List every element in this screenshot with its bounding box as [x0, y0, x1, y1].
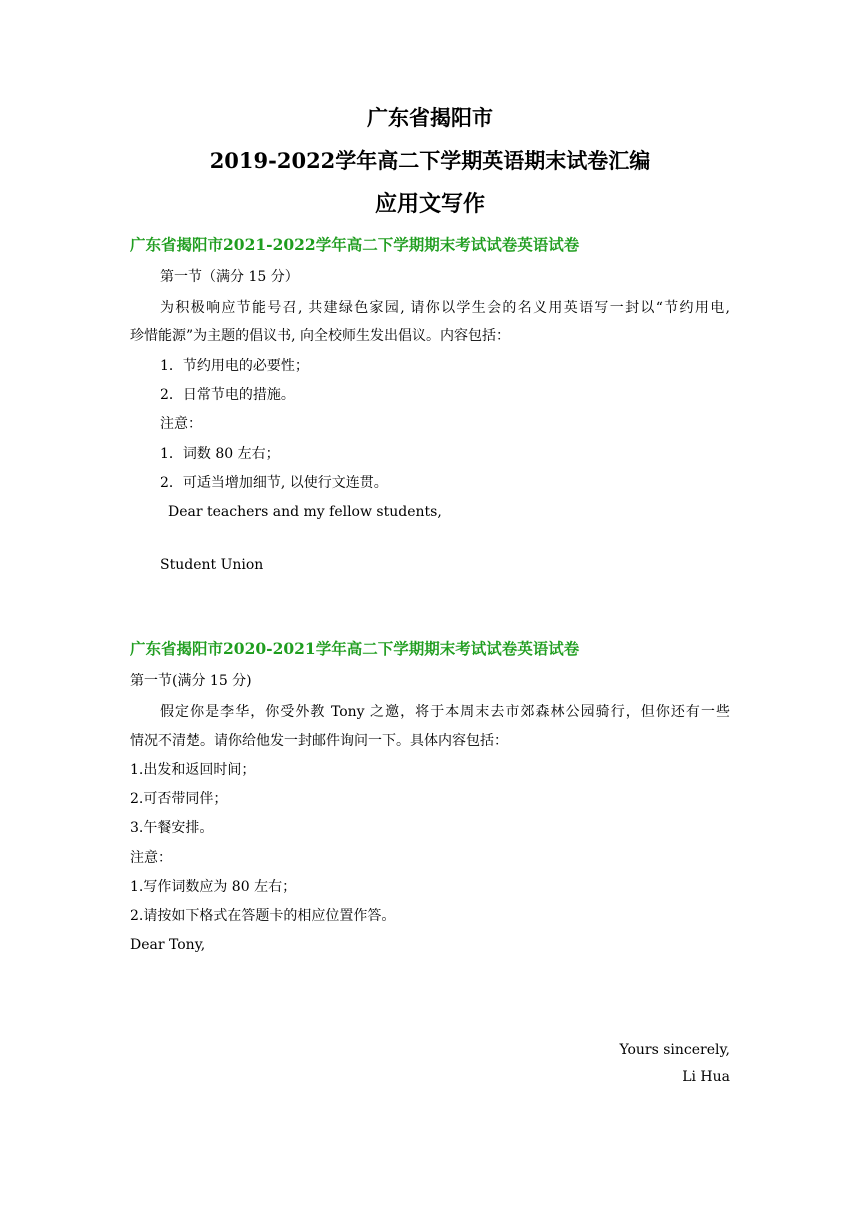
- notes-label: 注意：: [160, 416, 202, 432]
- prompt-text: 为积极响应节能号召, 共建绿色家园, 请你以学生会的名义用英语写一封以“节约用电,: [160, 300, 730, 316]
- note-item: 1.写作词数应为 80 左右；: [130, 879, 297, 895]
- content-point: 1.出发和返回时间；: [130, 762, 256, 778]
- section-heading-2021-2022: 广东省揭阳市2021-2022学年高二下学期期末考试试卷英语试卷: [130, 235, 580, 254]
- document-title-region: 广东省揭阳市: [367, 105, 493, 130]
- content-point: 3.午餐安排。: [130, 820, 214, 836]
- letter-signature: Student Union: [160, 557, 264, 573]
- content-point: 2.可否带同伴；: [130, 791, 228, 807]
- part-label: 第一节（满分 15 分）: [160, 269, 299, 285]
- note-item: 1．词数 80 左右；: [160, 446, 280, 462]
- content-point: 1．节约用电的必要性；: [160, 358, 309, 374]
- prompt-text: 假定你是李华，你受外教 Tony 之邀，将于本周末去市郊森林公园骑行，但你还有一些: [160, 704, 730, 720]
- note-item: 2．可适当增加细节, 以使行文连贯。: [160, 475, 388, 491]
- document-page: [130, 0, 730, 1216]
- document-title-period: 2019-2022学年高二下学期英语期末试卷汇编: [209, 148, 651, 173]
- section-heading-2020-2021: 广东省揭阳市2020-2021学年高二下学期期末考试试卷英语试卷: [130, 639, 580, 658]
- prompt-text: 情况不清楚。请你给他发一封邮件询问一下。具体内容包括：: [130, 733, 508, 749]
- notes-label: 注意：: [130, 850, 172, 866]
- letter-signature: Li Hua: [682, 1069, 730, 1085]
- letter-closing: Yours sincerely,: [619, 1042, 730, 1058]
- content-point: 2．日常节电的措施。: [160, 387, 295, 403]
- letter-salutation: Dear teachers and my fellow students,: [168, 504, 442, 520]
- note-item: 2.请按如下格式在答题卡的相应位置作答。: [130, 908, 396, 924]
- document-title-topic: 应用文写作: [374, 191, 485, 217]
- prompt-text: 珍惜能源”为主题的倡议书, 向全校师生发出倡议。内容包括：: [130, 328, 511, 344]
- letter-salutation: Dear Tony,: [130, 937, 206, 953]
- part-label: 第一节(满分 15 分): [130, 673, 252, 689]
